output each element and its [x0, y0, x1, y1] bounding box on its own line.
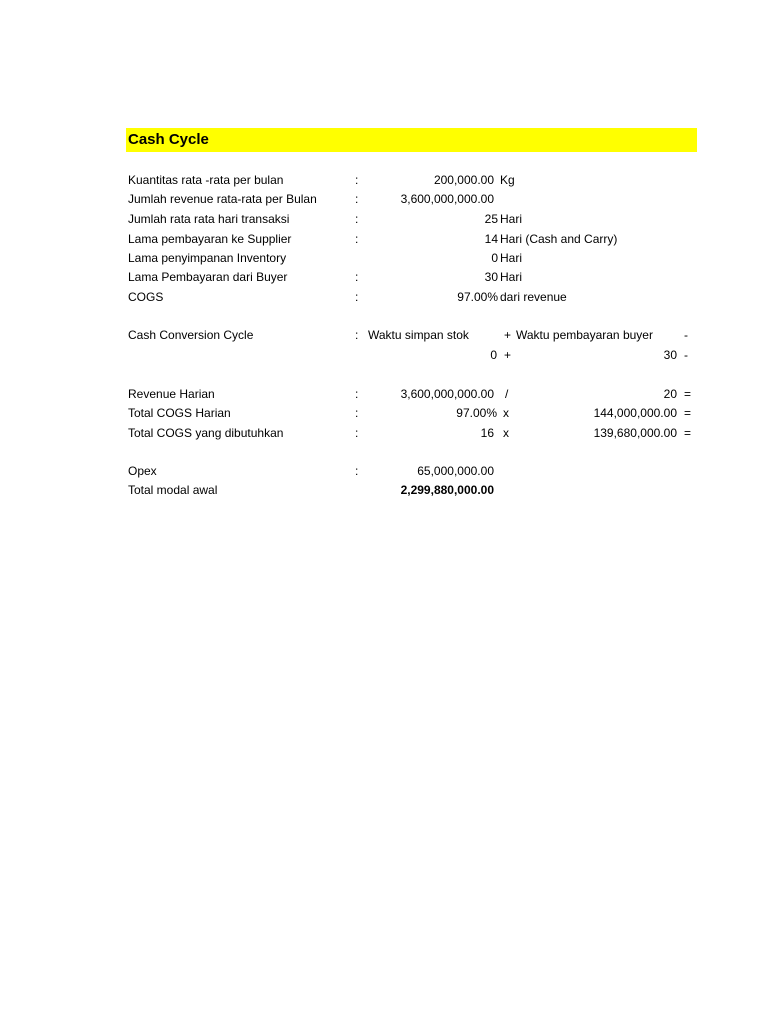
calc-operator: x — [503, 426, 509, 440]
param-label: Jumlah rata rata hari transaksi — [128, 212, 290, 226]
param-value: 3,600,000,000.00 — [400, 192, 494, 206]
calc-row — [0, 385, 768, 404]
calc-equals: = — [684, 387, 692, 401]
param-row — [0, 210, 768, 229]
param-colon: : — [355, 232, 359, 246]
calc-result: 139,680,000.00 — [593, 426, 677, 440]
calc-result: 144,000,000.00 — [593, 406, 677, 420]
calc-colon: : — [355, 426, 359, 440]
param-label: Lama penyimpanan Inventory — [128, 251, 287, 265]
param-colon: : — [355, 192, 359, 206]
param-label: Jumlah revenue rata-rata per Bulan — [128, 192, 317, 206]
param-label: COGS — [128, 290, 164, 304]
ccc-colon: : — [355, 328, 359, 342]
param-unit: Hari — [500, 212, 523, 226]
param-row — [0, 230, 768, 249]
calc-operator: / — [505, 387, 509, 401]
page-title: Cash Cycle — [128, 131, 209, 148]
param-label: Lama Pembayaran dari Buyer — [128, 270, 288, 284]
param-row — [0, 268, 768, 287]
param-row — [0, 190, 768, 209]
total-label: Total modal awal — [128, 483, 218, 497]
param-colon: : — [355, 270, 359, 284]
param-label: Lama pembayaran ke Supplier — [128, 232, 292, 246]
total-value: 2,299,880,000.00 — [400, 483, 494, 497]
calc-label: Total COGS yang dibutuhkan — [128, 426, 284, 440]
opex-colon: : — [355, 464, 359, 478]
param-value: 14 — [484, 232, 498, 246]
param-value: 30 — [484, 270, 498, 284]
param-colon: : — [355, 212, 359, 226]
param-unit: dari revenue — [500, 290, 567, 304]
param-row — [0, 171, 768, 190]
ccc-values-row — [0, 346, 768, 365]
calc-label: Total COGS Harian — [128, 406, 231, 420]
calc-value: 97.00% — [456, 406, 497, 420]
total-row — [0, 481, 768, 500]
ccc-label: Cash Conversion Cycle — [128, 328, 254, 342]
calc-row — [0, 404, 768, 423]
calc-row — [0, 424, 768, 443]
ccc-operator-minus: - — [684, 328, 688, 342]
calc-equals: = — [684, 426, 692, 440]
ccc-value-operator-plus: + — [504, 348, 512, 362]
opex-row — [0, 462, 768, 481]
calc-value: 3,600,000,000.00 — [400, 387, 494, 401]
param-value: 25 — [484, 212, 498, 226]
calc-value: 16 — [480, 426, 494, 440]
calc-result: 20 — [663, 387, 677, 401]
calc-colon: : — [355, 387, 359, 401]
ccc-value-stock: 0 — [490, 348, 497, 362]
ccc-value-operator-minus: - — [684, 348, 688, 362]
param-colon: : — [355, 173, 359, 187]
opex-label: Opex — [128, 464, 157, 478]
calc-equals: = — [684, 406, 692, 420]
ccc-term-stock: Waktu simpan stok — [368, 328, 469, 342]
ccc-operator-plus: + — [504, 328, 512, 342]
title-banner — [126, 128, 697, 152]
param-value: 0 — [491, 251, 498, 265]
ccc-row — [0, 326, 768, 345]
param-unit: Hari — [500, 251, 523, 265]
param-unit: Hari — [500, 270, 523, 284]
calc-label: Revenue Harian — [128, 387, 215, 401]
param-row — [0, 249, 768, 268]
calc-colon: : — [355, 406, 359, 420]
param-value: 200,000.00 — [433, 173, 494, 187]
ccc-term-buyer: Waktu pembayaran buyer — [516, 328, 653, 342]
param-unit: Kg — [500, 173, 515, 187]
param-colon: : — [355, 290, 359, 304]
ccc-value-buyer: 30 — [663, 348, 677, 362]
param-row — [0, 288, 768, 307]
calc-operator: x — [503, 406, 509, 420]
param-label: Kuantitas rata -rata per bulan — [128, 173, 284, 187]
opex-value: 65,000,000.00 — [417, 464, 494, 478]
param-value: 97.00% — [457, 290, 498, 304]
param-unit: Hari (Cash and Carry) — [500, 232, 618, 246]
